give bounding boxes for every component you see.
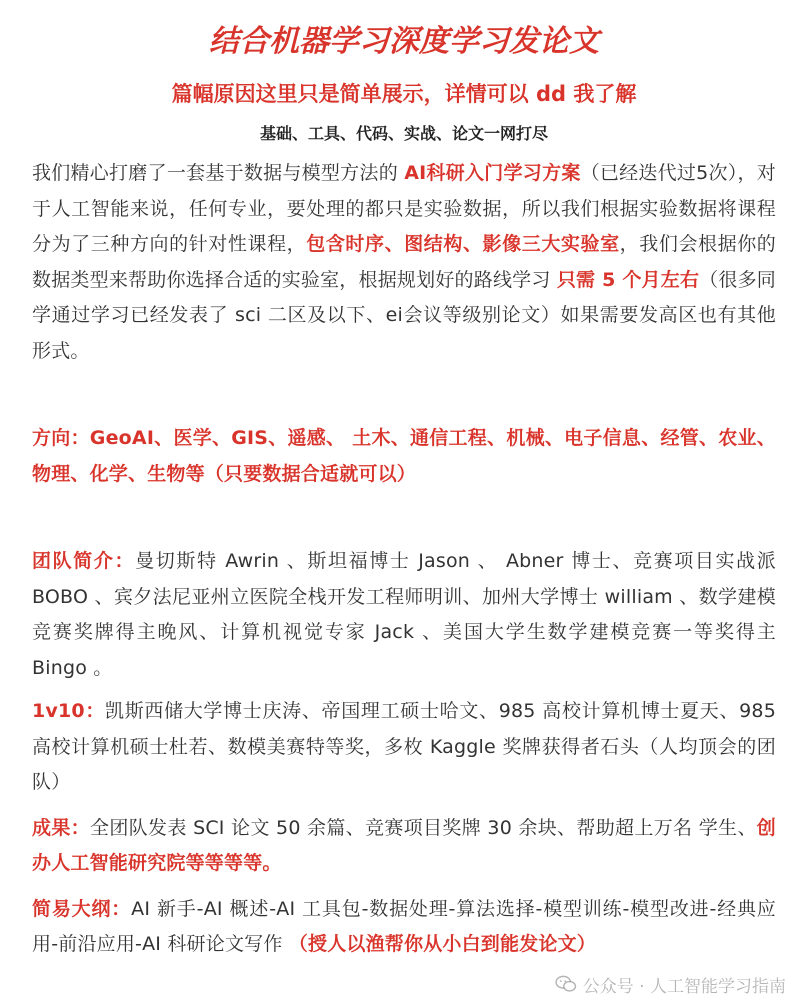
outline-label: 简易大纲： [32,897,132,920]
directions-paragraph: 方向：GeoAI、医学、GIS、遥感、 土木、通信工程、机械、电子信息、经管、农业、物理、化学、生物等（只要数据合适就可以） [32,427,776,485]
results-label: 成果： [32,816,91,839]
intro-text-1: 我们精心打磨了一套基于数据与模型方法的 [32,162,405,184]
one-v-ten-paragraph [32,694,776,801]
one-v-ten-text: 凯斯西储大学博士庆涛、帝国理工硕士哈文、985 高校计算机博士夏天、985 高校计算机硕士杜若、数模美赛特等奖，多枚 Kaggle 奖牌获得者石头（人均顶会的团队） [32,700,776,793]
watermark [555,970,786,998]
intro-highlight-labs: 包含时序、图结构、影像三大实验室 [306,233,620,255]
results-highlight: 创办人工智能研究院等等等等。 [32,816,776,874]
intro-text-2: （已经迭代过5次），对于人工智能来说，任何专业，要处理的都只是实验数据，所以我们根据实验数据将课程分为了三种方向的针对性课程， [32,162,776,255]
intro-text-4: （很多同学通过学习已经发表了 sci 二区及以下、ei会议等级别论文）如果需要发高区也有其他形式。 [32,268,776,362]
results-text: 全团队发表 SCI 论文 50 余篇、竞赛项目奖牌 30 余块、帮助超上万名 学生、 [90,816,757,839]
one-v-ten-label: 1v10： [32,700,106,722]
team-paragraph [32,544,776,686]
team-label: 团队简介： [32,550,136,572]
watermark-text: 公众号 · 人工智能学习指南 [582,976,786,997]
intro-text-3: ，我们会根据你的数据类型来帮助你选择合适的实验室，根据规划好的路线学习 [32,233,776,291]
article-title: 结合机器学习深度学习发论文 [209,24,599,59]
outline-paragraph [32,892,776,963]
article-subtitle: 篇幅原因这里只是简单展示，详情可以 dd 我了解 [171,82,637,106]
intro-paragraph [32,156,776,369]
intro-highlight-duration: 只需 5 个月左右 [556,268,700,291]
intro-highlight-plan: AI科研入门学习方案 [404,162,581,184]
team-text: 曼切斯特 Awrin 、斯坦福博士 Jason 、 Abner 博士、竞赛项目实战派 BOBO 、宾夕法尼亚州立医院全栈开发工程师明训、加州大学博士 william 、数学建模竞赛奖牌得主晚风、计算机视觉专家 Jack 、美国大学生数学建模竞赛一等奖得主 Bingo 。 [32,550,776,679]
outline-text: AI 新手-AI 概述-AI 工具包-数据处理-算法选择-模型训练-模型改进-经典应用-前沿应用-AI 科研论文写作 [32,897,776,955]
outline-highlight: （授人以渔帮你从小白到能发论文） [288,933,596,955]
results-paragraph [32,811,776,882]
wechat-icon [555,975,577,993]
tagline: 基础、工具、代码、实战、论文一网打尽 [259,124,548,143]
